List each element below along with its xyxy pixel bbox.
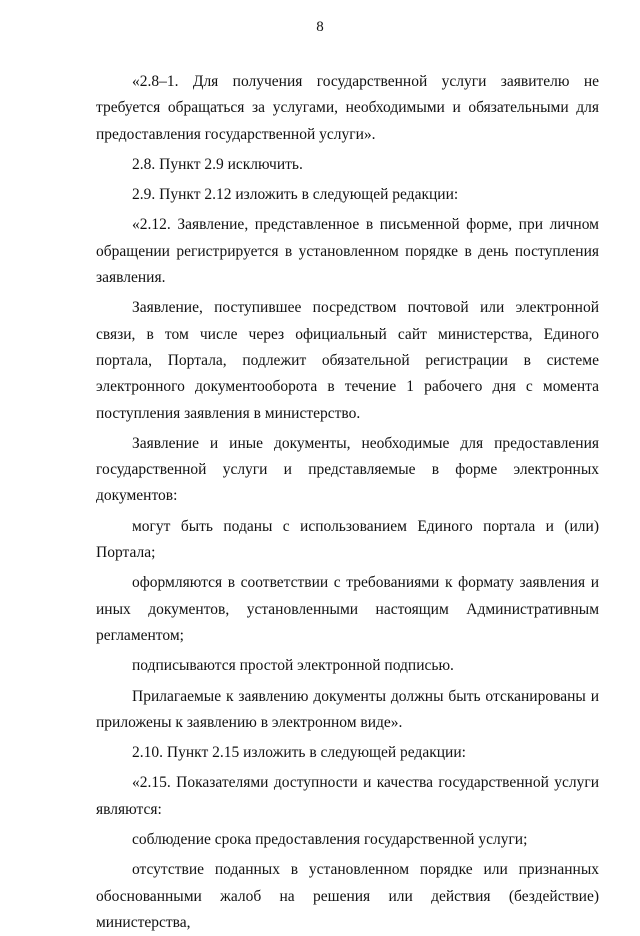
paragraph-2-15: «2.15. Показателями доступности и качества государственной услуги являются: <box>96 774 599 818</box>
paragraph-item-2-10: 2.10. Пункт 2.15 изложить в следующей редакции: <box>132 744 466 762</box>
paragraph-attachments: Прилагаемые к заявлению документы должны быть отсканированы и приложены к заявлению в электронном виде». <box>96 687 599 731</box>
paragraph-complaints: отсутствие поданных в установленном порядке или признанных обоснованными жалоб на решения или действия (бездействие) министерства, <box>96 861 599 931</box>
paragraph-2-8-1: «2.8–1. Для получения государственной услуги заявителю не требуется обращаться за услугами, необходимыми и обязательными для предоставления государственной услуги». <box>96 73 599 143</box>
paragraph-deadline: соблюдение срока предоставления государственной услуги; <box>132 831 528 849</box>
page-number: 8 <box>316 19 324 35</box>
paragraph-signature: подписываются простой электронной подписью. <box>132 657 454 675</box>
paragraph-submitted-portal: могут быть поданы с использованием Единого портала и (или) Портала; <box>96 517 599 562</box>
paragraph-item-2-8: 2.8. Пункт 2.9 исключить. <box>132 155 303 173</box>
paragraph-electronic-documents: Заявление и иные документы, необходимые для предоставления государственной услуги и представляемые в форме электронных документов: <box>96 434 599 505</box>
document-body <box>96 69 599 936</box>
paragraph-postal-electronic: Заявление, поступившее посредством почтовой или электронной связи, в том числе через официальный сайт министерства, Единого портала, Портала, подлежит обязательной регистрации в системе электронного документооборота в течение 1 рабочего дня с момента поступления заявления в министерство. <box>96 299 599 422</box>
paragraph-2-12: «2.12. Заявление, представленное в письменной форме, при личном обращении регистрируется в установленном порядке в день поступления заявления. <box>96 216 599 287</box>
paragraph-format-requirements: оформляются в соответствии с требованиями к формату заявления и иных документов, установленными настоящим Административным регламентом; <box>96 574 599 644</box>
paragraph-item-2-9: 2.9. Пункт 2.12 изложить в следующей редакции: <box>132 186 459 204</box>
